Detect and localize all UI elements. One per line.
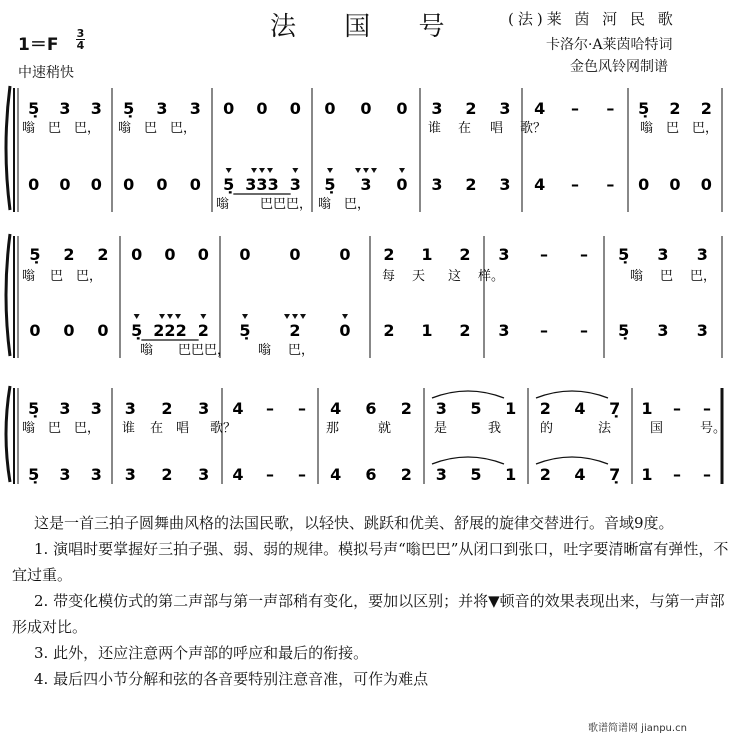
- staccato-marker: [355, 168, 361, 173]
- upper-note: 5̣: [28, 99, 40, 118]
- lower-lyric: 巴巴巴，: [178, 343, 231, 358]
- lower-lyric: 嗡: [216, 197, 230, 212]
- lower-note: 3: [499, 175, 511, 194]
- lower-note: 3: [431, 175, 443, 194]
- upper-lyric: 国: [650, 421, 664, 436]
- upper-note: 2: [700, 99, 712, 118]
- upper-note: 3: [59, 399, 71, 418]
- lower-note: 2: [400, 465, 412, 484]
- staccato-marker: [167, 314, 173, 319]
- upper-lyric: 谁: [428, 121, 442, 136]
- upper-note: 3: [59, 99, 71, 118]
- staccato-marker: [327, 168, 333, 173]
- lower-note: 0: [29, 321, 41, 340]
- lower-note: 0: [123, 175, 135, 194]
- staccato-marker: [300, 314, 306, 319]
- lower-note: 4: [232, 465, 244, 484]
- lower-lyric: 嗡: [140, 343, 154, 358]
- upper-lyric: 在: [150, 421, 164, 436]
- upper-lyric: 嗡: [630, 269, 644, 284]
- upper-lyric: 嗡: [22, 269, 36, 284]
- lower-note: 2: [197, 321, 209, 340]
- lower-note: 0: [189, 175, 201, 194]
- lower-lyric: 嗡: [318, 197, 332, 212]
- upper-lyric: 歌？: [210, 421, 237, 436]
- upper-note: 0: [223, 99, 235, 118]
- upper-note: 0: [324, 99, 336, 118]
- upper-note: 3: [189, 99, 201, 118]
- upper-note: 5̣: [123, 99, 135, 118]
- staccato-marker: [371, 168, 377, 173]
- upper-note: 0: [396, 99, 408, 118]
- notes-paragraph-3: 3. 此外，还应注意两个声部的呼应和最后的衔接。: [34, 644, 369, 662]
- key-signature: 1＝F: [18, 35, 59, 55]
- upper-note: –: [606, 99, 615, 118]
- upper-note: 4: [534, 99, 546, 118]
- lower-note: 3: [124, 465, 136, 484]
- upper-lyric: 巴，: [692, 121, 719, 136]
- upper-note: 3: [499, 99, 511, 118]
- staccato-marker: [267, 168, 273, 173]
- producer-credit: 金色风铃网制谱: [570, 59, 668, 75]
- lower-note: 0: [63, 321, 75, 340]
- upper-lyric: 歌？: [520, 121, 547, 136]
- lower-note: –: [298, 465, 306, 484]
- song-title: 法 国 号: [270, 12, 465, 42]
- upper-lyric: 这: [448, 269, 462, 284]
- upper-note: 3: [156, 99, 168, 118]
- lower-note: 5̣: [131, 321, 143, 340]
- upper-note: 2: [383, 245, 395, 264]
- upper-note: 2: [459, 245, 471, 264]
- upper-note: 2: [63, 245, 75, 264]
- lower-note: –: [580, 321, 588, 340]
- upper-lyric: 的: [540, 421, 554, 436]
- lower-note: 3: [289, 175, 301, 194]
- song-origin: (法)莱 茵 河 民 歌: [508, 10, 677, 28]
- lower-note: 1: [505, 465, 517, 484]
- upper-note: 5: [470, 399, 482, 418]
- upper-note: 6: [365, 399, 377, 418]
- lower-note: 1: [421, 321, 433, 340]
- upper-note: –: [540, 245, 548, 264]
- upper-lyric: 是: [434, 421, 448, 436]
- upper-lyric: 号。: [700, 421, 727, 436]
- notes-paragraph-intro: 这是一首三拍子圆舞曲风格的法国民歌，以轻快、跳跃和优美、舒展的旋律交替进行。音域9度。: [34, 514, 674, 532]
- notes-paragraph-1: 1. 演唱时要掌握好三拍子强、弱、弱的规律。模拟号声“嗡巴巴”从闭口到张口，吐字要清晰富有弹性，不宜过重。: [12, 540, 729, 584]
- lower-note: 5̣: [618, 321, 630, 340]
- upper-lyric: 巴，: [170, 121, 197, 136]
- lower-note: 7̣: [609, 465, 621, 484]
- upper-lyric: 那: [326, 421, 340, 436]
- notes-paragraph-4: 4. 最后四小节分解和弦的各音要特别注意音准，可作为难点: [34, 670, 429, 688]
- lower-note: 1: [641, 465, 653, 484]
- lower-note: 0: [669, 175, 681, 194]
- upper-lyric: 法: [598, 421, 612, 436]
- upper-lyric: 天: [412, 269, 426, 284]
- lower-note: 3: [360, 175, 372, 194]
- upper-lyric: 巴: [48, 421, 62, 436]
- upper-lyric: 谁: [122, 421, 136, 436]
- upper-note: –: [266, 399, 274, 418]
- staccato-marker: [342, 314, 348, 319]
- upper-note: 7̣: [609, 399, 621, 418]
- upper-note: 0: [360, 99, 372, 118]
- time-signature-bottom: 4: [76, 39, 85, 52]
- staccato-marker: [399, 168, 405, 173]
- upper-note: 4: [330, 399, 342, 418]
- tempo-marking: 中速稍快: [18, 65, 74, 81]
- lower-note: 0: [638, 175, 650, 194]
- lower-note: 3: [90, 465, 102, 484]
- lower-note: 0: [339, 321, 351, 340]
- upper-note: 2: [669, 99, 681, 118]
- upper-lyric: 唱: [176, 421, 190, 436]
- staccato-marker: [226, 168, 232, 173]
- lower-note: 5̣: [223, 175, 235, 194]
- staccato-marker: [159, 314, 165, 319]
- upper-note: 3: [498, 245, 510, 264]
- upper-note: 0: [289, 245, 301, 264]
- lower-lyric: 巴，: [288, 343, 315, 358]
- score-notation: [0, 80, 740, 500]
- lower-note: 0: [396, 175, 408, 194]
- staccato-marker: [292, 314, 298, 319]
- lower-lyric: 嗡: [258, 343, 272, 358]
- upper-note: 4: [574, 399, 586, 418]
- upper-lyric: 我: [488, 421, 502, 436]
- slur: [536, 391, 608, 398]
- lower-note: 2: [289, 321, 301, 340]
- lower-note: 3: [498, 321, 510, 340]
- upper-lyric: 就: [378, 421, 392, 436]
- upper-note: 1: [505, 399, 517, 418]
- upper-note: –: [298, 399, 306, 418]
- upper-note: 3: [435, 399, 447, 418]
- lower-note: 4: [574, 465, 586, 484]
- upper-note: 2: [400, 399, 412, 418]
- system-brace: [6, 386, 10, 482]
- upper-note: 0: [339, 245, 351, 264]
- upper-note: 0: [239, 245, 251, 264]
- performance-notes: [12, 510, 730, 692]
- upper-note: 2: [97, 245, 109, 264]
- lower-note: 0: [28, 175, 40, 194]
- lower-note: 2: [161, 465, 173, 484]
- upper-lyric: 巴，: [74, 121, 101, 136]
- lower-note: 0: [97, 321, 109, 340]
- lower-note: –: [266, 465, 274, 484]
- lower-note: 0: [700, 175, 712, 194]
- upper-note: –: [580, 245, 588, 264]
- upper-note: 3: [431, 99, 443, 118]
- upper-note: 0: [164, 245, 176, 264]
- system-brace: [6, 86, 10, 210]
- lower-note: 4: [534, 175, 546, 194]
- lower-note: 6: [365, 465, 377, 484]
- upper-note: 5̣: [618, 245, 630, 264]
- staccato-marker: [200, 314, 206, 319]
- upper-note: 5̣: [29, 245, 41, 264]
- upper-note: 0: [289, 99, 301, 118]
- lower-lyric: 巴巴巴，: [260, 197, 313, 212]
- notes-paragraph-2: 2. 带变化模仿式的第二声部与第一声部稍有变化，要加以区别；并将▼顿音的效果表现出来，与第一声部形成对比。: [12, 592, 725, 636]
- upper-note: –: [673, 399, 681, 418]
- lower-note: 5̣: [239, 321, 251, 340]
- staccato-marker: [292, 168, 298, 173]
- upper-lyric: 嗡: [640, 121, 654, 136]
- upper-note: 2: [161, 399, 173, 418]
- staccato-marker: [363, 168, 369, 173]
- upper-lyric: 巴: [666, 121, 680, 136]
- upper-note: 3: [90, 399, 102, 418]
- staccato-marker: [242, 314, 248, 319]
- staccato-marker: [175, 314, 181, 319]
- upper-lyric: 巴: [50, 269, 64, 284]
- lower-note: 5̣: [324, 175, 336, 194]
- upper-note: 0: [197, 245, 209, 264]
- lower-note: 3: [435, 465, 447, 484]
- lower-lyric: 巴，: [344, 197, 371, 212]
- upper-note: 2: [539, 399, 551, 418]
- upper-note: 3: [696, 245, 708, 264]
- upper-lyric: 唱: [490, 121, 504, 136]
- lower-note: 2: [459, 321, 471, 340]
- lower-note: 5: [470, 465, 482, 484]
- upper-note: 1: [641, 399, 653, 418]
- upper-lyric: 嗡: [118, 121, 132, 136]
- lower-note: 3: [198, 465, 210, 484]
- upper-note: 2: [465, 99, 477, 118]
- upper-note: 3: [198, 399, 210, 418]
- slur: [432, 391, 504, 398]
- upper-note: 5̣: [638, 99, 650, 118]
- upper-note: 3: [90, 99, 102, 118]
- upper-note: 4: [232, 399, 244, 418]
- lower-note: 222: [153, 321, 187, 340]
- lower-note: 3: [696, 321, 708, 340]
- slur: [432, 457, 504, 464]
- upper-lyric: 样。: [478, 269, 505, 284]
- lower-note: 0: [59, 175, 71, 194]
- lower-note: 2: [383, 321, 395, 340]
- upper-lyric: 巴: [144, 121, 158, 136]
- staccato-marker: [134, 314, 140, 319]
- upper-note: 5̣: [28, 399, 40, 418]
- upper-lyric: 巴，: [690, 269, 717, 284]
- upper-note: 1: [421, 245, 433, 264]
- lower-note: 3: [657, 321, 669, 340]
- upper-lyric: 巴，: [76, 269, 103, 284]
- upper-note: 0: [256, 99, 268, 118]
- upper-note: –: [703, 399, 711, 418]
- upper-note: –: [571, 99, 579, 118]
- lower-note: –: [673, 465, 681, 484]
- upper-lyric: 嗡: [22, 421, 36, 436]
- site-watermark: 歌谱简谱网 jianpu.cn: [588, 723, 687, 734]
- lower-note: –: [540, 321, 548, 340]
- time-signature: [76, 28, 85, 51]
- upper-lyric: 嗡: [22, 121, 36, 136]
- lower-note: 3: [59, 465, 71, 484]
- slur: [536, 457, 608, 464]
- system-brace: [6, 234, 10, 356]
- staccato-marker: [259, 168, 265, 173]
- staccato-marker: [284, 314, 290, 319]
- upper-lyric: 巴: [48, 121, 62, 136]
- upper-lyric: 每: [382, 269, 396, 284]
- upper-lyric: 巴: [660, 269, 674, 284]
- lyricist-credit: 卡洛尔·A莱茵哈特词: [546, 37, 673, 53]
- lower-note: 5̣: [28, 465, 40, 484]
- lower-note: 0: [156, 175, 168, 194]
- lower-note: 2: [539, 465, 551, 484]
- staccato-marker: [251, 168, 257, 173]
- lower-note: –: [606, 175, 615, 194]
- upper-lyric: 在: [458, 121, 472, 136]
- lower-note: 333: [245, 175, 279, 194]
- upper-note: 0: [131, 245, 143, 264]
- upper-note: 3: [657, 245, 669, 264]
- lower-note: 4: [330, 465, 342, 484]
- time-signature-top: 3: [76, 27, 85, 40]
- upper-note: 3: [124, 399, 136, 418]
- upper-lyric: 巴，: [74, 421, 101, 436]
- lower-note: –: [703, 465, 711, 484]
- lower-note: –: [571, 175, 579, 194]
- lower-note: 2: [465, 175, 477, 194]
- lower-note: 0: [90, 175, 102, 194]
